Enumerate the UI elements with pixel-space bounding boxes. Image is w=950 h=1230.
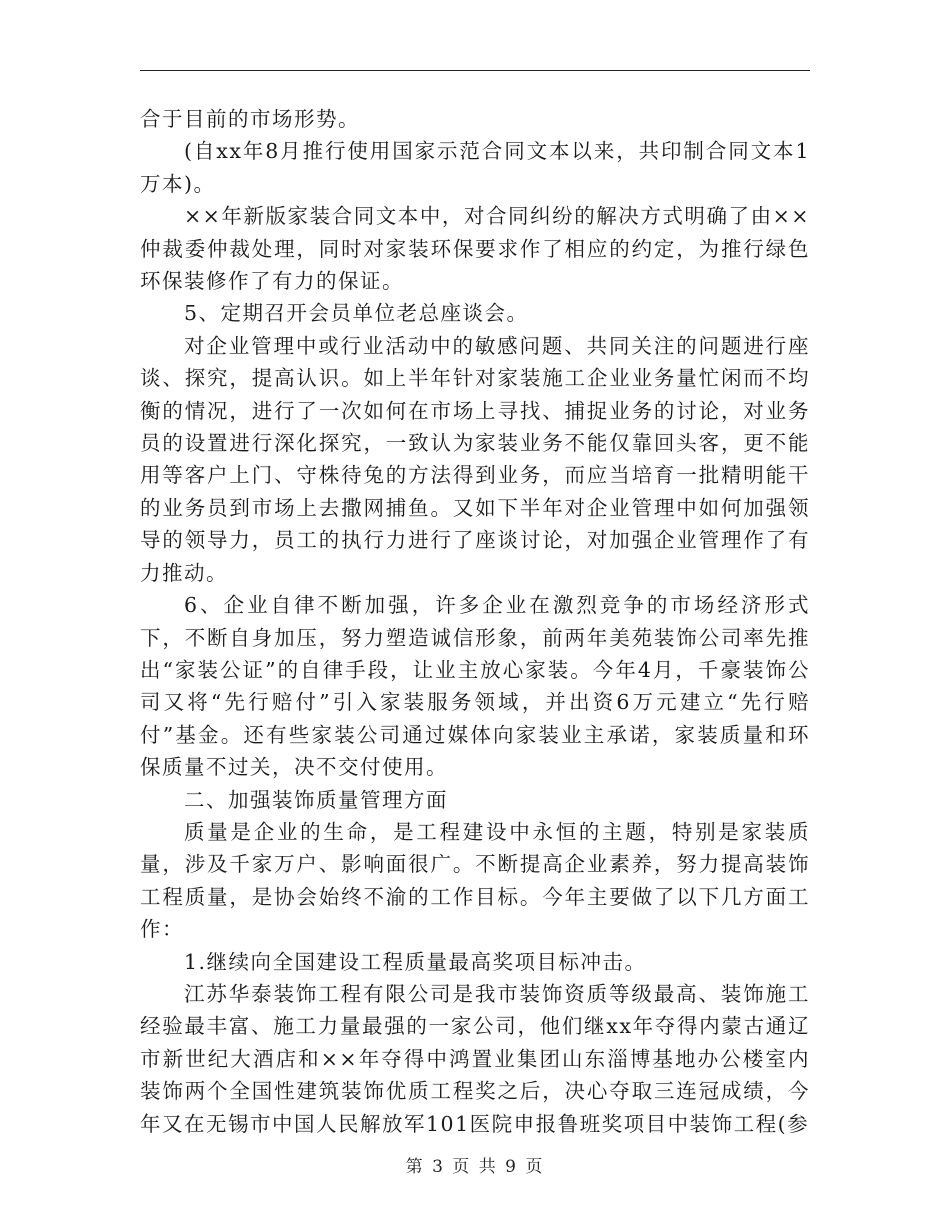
paragraph-3: ××年新版家装合同文本中，对合同纠纷的解决方式明确了由××仲裁委仲裁处理，同时对家装环保要求作了相应的约定，为推行绿色环保装修作了有力的保证。 bbox=[140, 204, 810, 294]
header-rule bbox=[140, 70, 810, 71]
paragraph-4-heading: 5、定期召开会员单位老总座谈会。 bbox=[184, 301, 529, 326]
section-heading-2: 二、加强装饰质量管理方面 bbox=[184, 787, 448, 812]
paragraph-10: 江苏华泰装饰工程有限公司是我市装饰资质等级最高、装饰施工经验最丰富、施工力量最强的一家公司，他们继xx年夺得内蒙古通辽市新世纪大酒店和××年夺得中鸿置业集团山东淄博基地办公楼室内装饰两个全国性建筑装饰优质工程奖之后，决心夺取三连冠成绩，今年又在无锡市中国人民解放军101医院申报鲁班奖项目中装饰工程(参 bbox=[140, 981, 810, 1136]
document-body bbox=[140, 103, 810, 1140]
paragraph-5: 对企业管理中或行业活动中的敏感问题、共同关注的问题进行座谈、探究，提高认识。如上半年针对家装施工企业业务量忙闲而不均衡的情况，进行了一次如何在市场上寻找、捕捉业务的讨论，对业务员的设置进行深化探究，一致认为家装业务不能仅靠回头客，更不能用等客户上门、守株待兔的方法得到业务，而应当培育一批精明能干的业务员到市场上去撒网捕鱼。又如下半年对企业管理中如何加强领导的领导力，员工的执行力进行了座谈讨论，对加强企业管理作了有力推动。 bbox=[140, 333, 810, 585]
paragraph-1: 合于目前的市场形势。 bbox=[140, 107, 360, 131]
paragraph-6: 6、企业自律不断加强，许多企业在激烈竞争的市场经济形式下，不断自身加压，努力塑造诚信形象，前两年美苑装饰公司率先推出“家装公证”的自律手段，让业主放心家装。今年4月，千豪装饰公司又将“先行赔付”引入家装服务领域，并出资6万元建立“先行赔付”基金。还有些家装公司通过媒体向家装业主承诺，家装质量和环保质量不过关，决不交付使用。 bbox=[140, 593, 810, 780]
paragraph-2: (自xx年8月推行使用国家示范合同文本以来，共印制合同文本1万本)。 bbox=[140, 139, 810, 196]
paragraph-8: 质量是企业的生命，是工程建设中永恒的主题，特别是家装质量，涉及千家万户、影响面很广。不断提高企业素养，努力提高装饰工程质量，是协会始终不渝的工作目标。今年主要做了以下几方面工作： bbox=[140, 819, 810, 942]
paragraph-9-heading: 1.继续向全国建设工程质量最高奖项目标冲击。 bbox=[184, 949, 647, 974]
page-footer: 第 3 页 共 9 页 bbox=[405, 1157, 545, 1177]
